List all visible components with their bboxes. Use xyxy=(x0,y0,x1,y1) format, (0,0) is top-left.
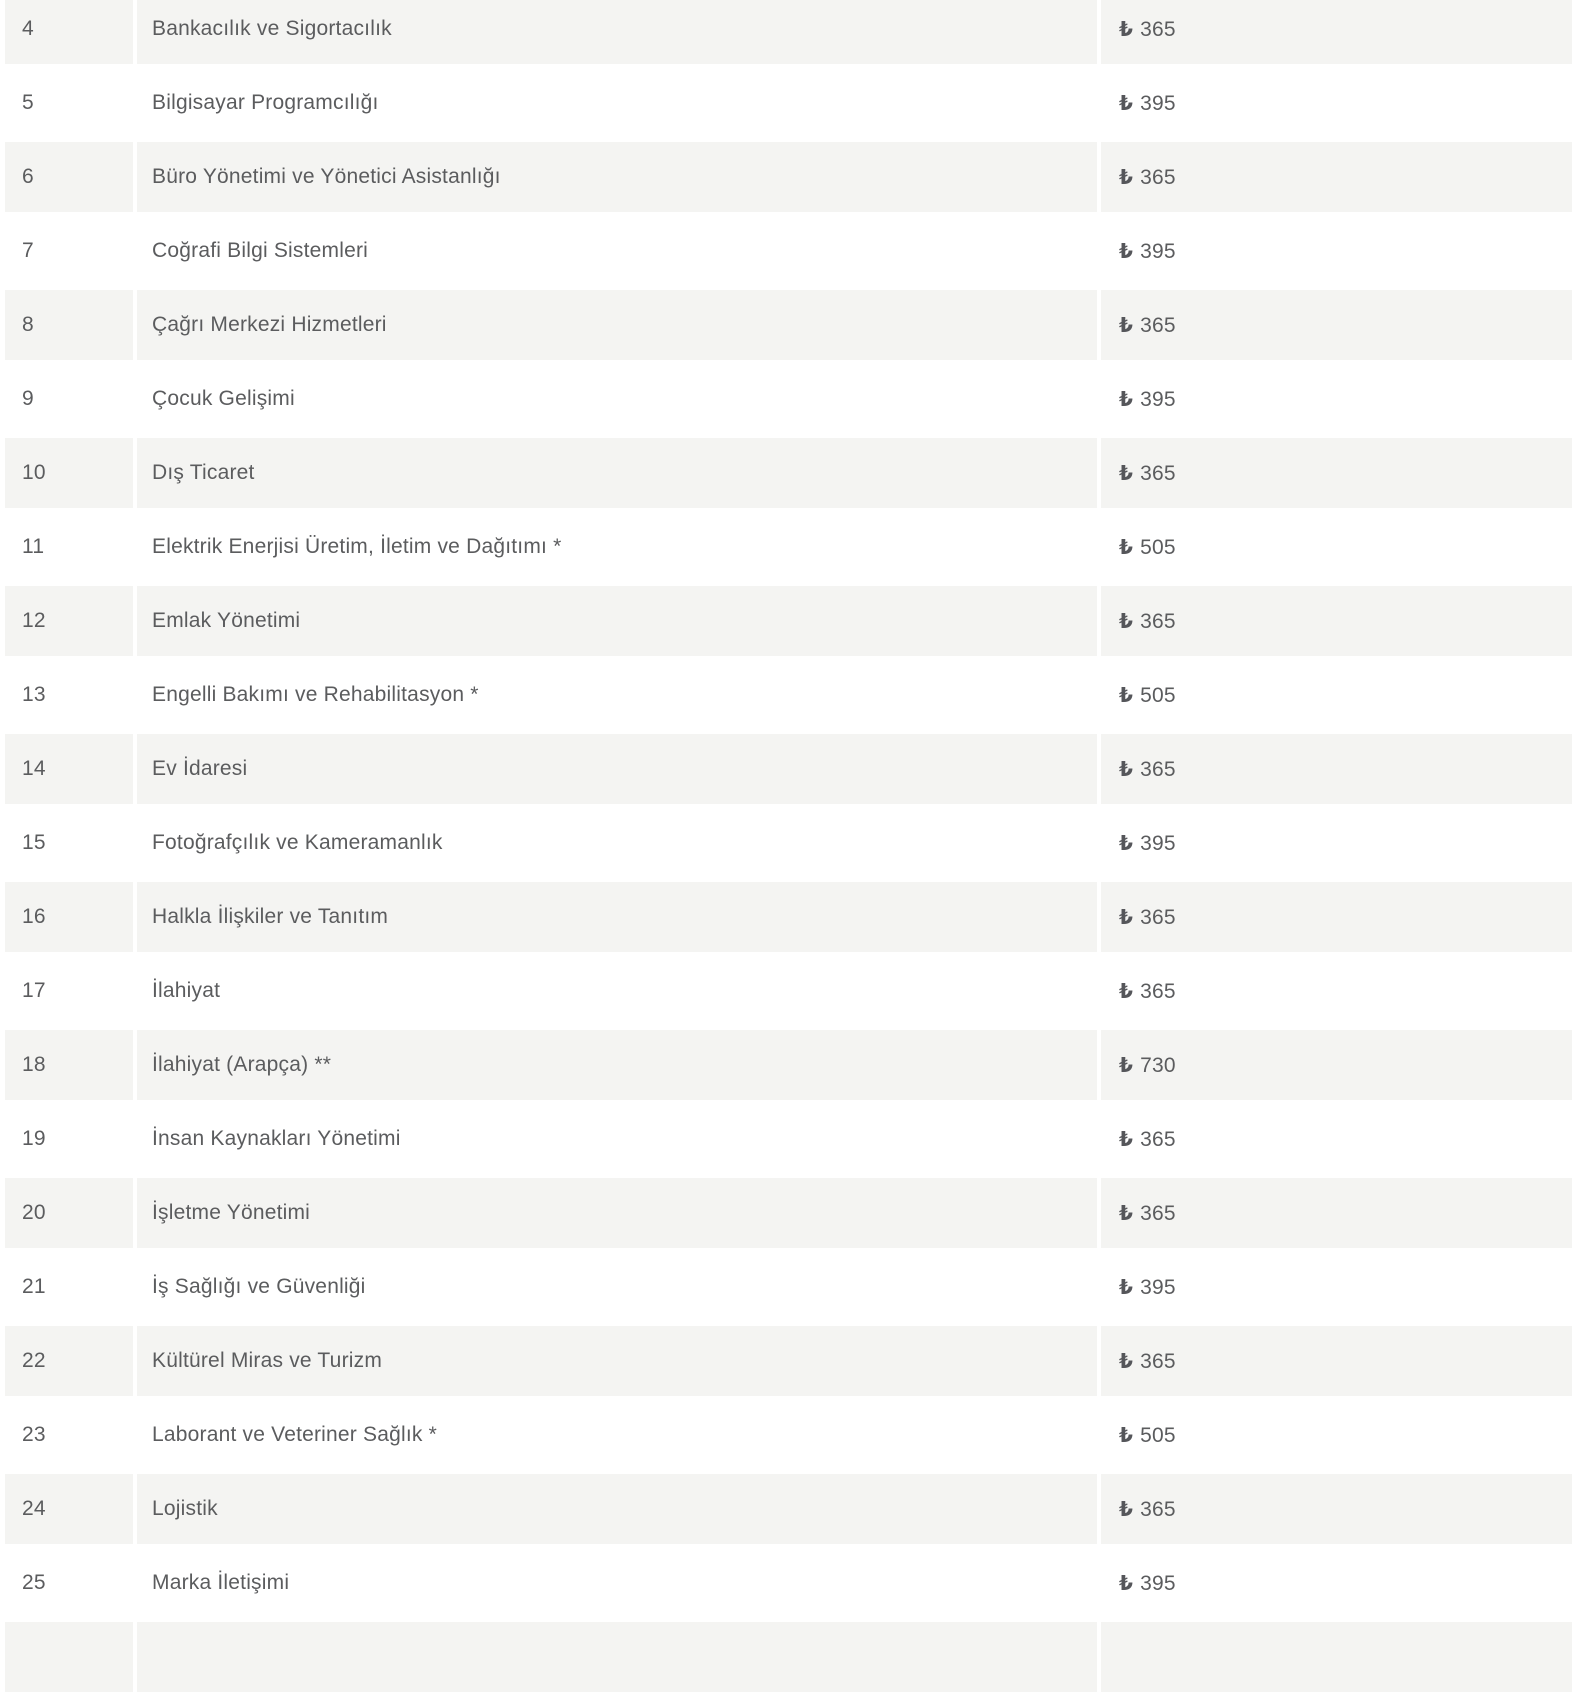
price-cell xyxy=(1101,142,1572,212)
program-name-cell: İş Sağlığı ve Güvenliği xyxy=(137,1252,1097,1322)
lira-currency-icon: ₺ xyxy=(1119,534,1134,559)
table-row xyxy=(5,808,1572,878)
price-cell xyxy=(1101,660,1572,730)
price-cell xyxy=(1101,290,1572,360)
row-number-cell xyxy=(5,1622,133,1692)
lira-currency-icon: ₺ xyxy=(1119,1422,1134,1447)
row-number-cell: 8 xyxy=(5,290,133,360)
price-value: 505 xyxy=(1140,683,1176,707)
price-value: 395 xyxy=(1140,239,1176,263)
table-row xyxy=(5,1178,1572,1248)
lira-currency-icon: ₺ xyxy=(1119,238,1134,263)
table-row xyxy=(5,1622,1572,1692)
lira-currency-icon: ₺ xyxy=(1119,312,1134,337)
price-value: 365 xyxy=(1140,165,1176,189)
price-value: 365 xyxy=(1140,905,1176,929)
price-value: 365 xyxy=(1140,17,1176,41)
price-cell xyxy=(1101,0,1572,64)
price-value: 395 xyxy=(1140,91,1176,115)
program-name-cell: İnsan Kaynakları Yönetimi xyxy=(137,1104,1097,1174)
table-row xyxy=(5,882,1572,952)
program-name-cell: Fotoğrafçılık ve Kameramanlık xyxy=(137,808,1097,878)
table-row xyxy=(5,1104,1572,1174)
price-value: 505 xyxy=(1140,535,1176,559)
price-cell xyxy=(1101,734,1572,804)
price-cell xyxy=(1101,438,1572,508)
program-name-cell: Halkla İlişkiler ve Tanıtım xyxy=(137,882,1097,952)
lira-currency-icon: ₺ xyxy=(1119,1126,1134,1151)
lira-currency-icon: ₺ xyxy=(1119,1200,1134,1225)
lira-currency-icon: ₺ xyxy=(1119,1348,1134,1373)
table-row xyxy=(5,1030,1572,1100)
row-number-cell: 19 xyxy=(5,1104,133,1174)
price-cell xyxy=(1101,1252,1572,1322)
lira-currency-icon: ₺ xyxy=(1119,386,1134,411)
price-value: 365 xyxy=(1140,757,1176,781)
program-name-cell xyxy=(137,1622,1097,1692)
table-row xyxy=(5,364,1572,434)
program-name-cell: İlahiyat xyxy=(137,956,1097,1026)
price-value: 365 xyxy=(1140,461,1176,485)
table-row xyxy=(5,586,1572,656)
lira-currency-icon: ₺ xyxy=(1119,756,1134,781)
row-number-cell: 24 xyxy=(5,1474,133,1544)
price-cell xyxy=(1101,1178,1572,1248)
row-number-cell: 23 xyxy=(5,1400,133,1470)
price-cell xyxy=(1101,808,1572,878)
price-value: 365 xyxy=(1140,1127,1176,1151)
row-number-cell: 5 xyxy=(5,68,133,138)
row-number-cell: 13 xyxy=(5,660,133,730)
row-number-cell: 7 xyxy=(5,216,133,286)
price-cell xyxy=(1101,1030,1572,1100)
price-cell xyxy=(1101,364,1572,434)
lira-currency-icon: ₺ xyxy=(1119,1274,1134,1299)
price-value: 730 xyxy=(1140,1053,1176,1077)
row-number-cell: 16 xyxy=(5,882,133,952)
price-cell xyxy=(1101,68,1572,138)
lira-currency-icon: ₺ xyxy=(1119,1496,1134,1521)
row-number-cell: 20 xyxy=(5,1178,133,1248)
price-cell xyxy=(1101,216,1572,286)
program-name-cell: Çağrı Merkezi Hizmetleri xyxy=(137,290,1097,360)
row-number-cell: 17 xyxy=(5,956,133,1026)
row-number-cell: 18 xyxy=(5,1030,133,1100)
price-value: 365 xyxy=(1140,1201,1176,1225)
program-name-cell: Emlak Yönetimi xyxy=(137,586,1097,656)
table-row xyxy=(5,0,1572,64)
table-row xyxy=(5,660,1572,730)
row-number-cell: 4 xyxy=(5,0,133,64)
program-name-cell: Coğrafi Bilgi Sistemleri xyxy=(137,216,1097,286)
lira-currency-icon: ₺ xyxy=(1119,164,1134,189)
program-name-cell: Bankacılık ve Sigortacılık xyxy=(137,0,1097,64)
price-cell xyxy=(1101,956,1572,1026)
table-row xyxy=(5,1548,1572,1618)
price-cell xyxy=(1101,1474,1572,1544)
table-row xyxy=(5,1474,1572,1544)
row-number-cell: 25 xyxy=(5,1548,133,1618)
price-value: 365 xyxy=(1140,609,1176,633)
lira-currency-icon: ₺ xyxy=(1119,16,1134,41)
lira-currency-icon: ₺ xyxy=(1119,1570,1134,1595)
price-cell xyxy=(1101,882,1572,952)
table-row xyxy=(5,68,1572,138)
lira-currency-icon: ₺ xyxy=(1119,682,1134,707)
price-cell xyxy=(1101,1104,1572,1174)
table-row xyxy=(5,216,1572,286)
lira-currency-icon: ₺ xyxy=(1119,460,1134,485)
program-name-cell: Bilgisayar Programcılığı xyxy=(137,68,1097,138)
program-name-cell: Ev İdaresi xyxy=(137,734,1097,804)
table-row xyxy=(5,438,1572,508)
lira-currency-icon: ₺ xyxy=(1119,904,1134,929)
fees-table-body xyxy=(5,0,1572,1692)
price-cell xyxy=(1101,1622,1572,1692)
price-value: 395 xyxy=(1140,387,1176,411)
price-value: 395 xyxy=(1140,1275,1176,1299)
price-cell xyxy=(1101,1548,1572,1618)
price-value: 365 xyxy=(1140,1497,1176,1521)
program-name-cell: İlahiyat (Arapça) ** xyxy=(137,1030,1097,1100)
price-value: 365 xyxy=(1140,979,1176,1003)
price-cell xyxy=(1101,1400,1572,1470)
lira-currency-icon: ₺ xyxy=(1119,830,1134,855)
price-value: 365 xyxy=(1140,313,1176,337)
lira-currency-icon: ₺ xyxy=(1119,978,1134,1003)
program-name-cell: Dış Ticaret xyxy=(137,438,1097,508)
lira-currency-icon: ₺ xyxy=(1119,608,1134,633)
table-row xyxy=(5,290,1572,360)
price-value: 365 xyxy=(1140,1349,1176,1373)
program-name-cell: Kültürel Miras ve Turizm xyxy=(137,1326,1097,1396)
row-number-cell: 10 xyxy=(5,438,133,508)
program-name-cell: Marka İletişimi xyxy=(137,1548,1097,1618)
program-name-cell: Büro Yönetimi ve Yönetici Asistanlığı xyxy=(137,142,1097,212)
row-number-cell: 9 xyxy=(5,364,133,434)
price-cell xyxy=(1101,512,1572,582)
programs-fees-table xyxy=(1,0,1572,1696)
price-value: 395 xyxy=(1140,1571,1176,1595)
table-row xyxy=(5,512,1572,582)
row-number-cell: 6 xyxy=(5,142,133,212)
lira-currency-icon: ₺ xyxy=(1119,1052,1134,1077)
program-name-cell: Elektrik Enerjisi Üretim, İletim ve Dağıtımı * xyxy=(137,512,1097,582)
row-number-cell: 15 xyxy=(5,808,133,878)
program-name-cell: Laborant ve Veteriner Sağlık * xyxy=(137,1400,1097,1470)
price-cell xyxy=(1101,586,1572,656)
table-row xyxy=(5,734,1572,804)
lira-currency-icon: ₺ xyxy=(1119,90,1134,115)
program-name-cell: Engelli Bakımı ve Rehabilitasyon * xyxy=(137,660,1097,730)
table-row xyxy=(5,1326,1572,1396)
row-number-cell: 22 xyxy=(5,1326,133,1396)
table-row xyxy=(5,1252,1572,1322)
price-cell xyxy=(1101,1326,1572,1396)
row-number-cell: 14 xyxy=(5,734,133,804)
row-number-cell: 12 xyxy=(5,586,133,656)
row-number-cell: 21 xyxy=(5,1252,133,1322)
table-row xyxy=(5,956,1572,1026)
price-value: 505 xyxy=(1140,1423,1176,1447)
program-name-cell: İşletme Yönetimi xyxy=(137,1178,1097,1248)
program-name-cell: Çocuk Gelişimi xyxy=(137,364,1097,434)
row-number-cell: 11 xyxy=(5,512,133,582)
price-value: 395 xyxy=(1140,831,1176,855)
program-name-cell: Lojistik xyxy=(137,1474,1097,1544)
table-row xyxy=(5,142,1572,212)
table-row xyxy=(5,1400,1572,1470)
